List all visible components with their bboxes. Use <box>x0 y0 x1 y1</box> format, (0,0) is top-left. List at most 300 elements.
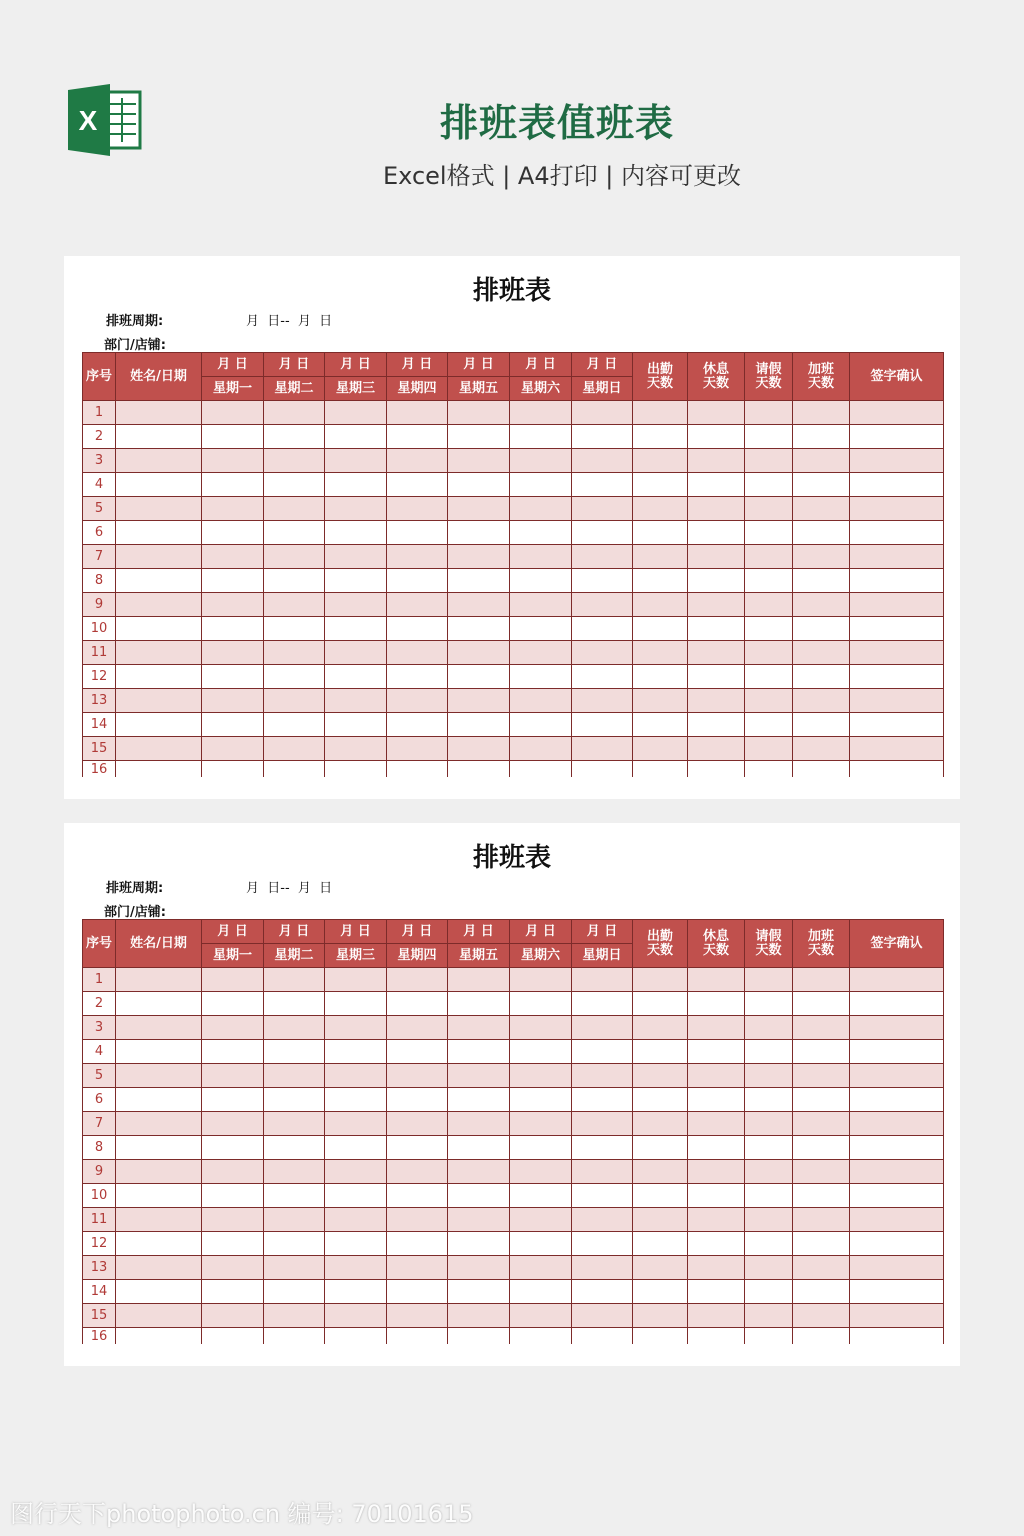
table-cell[interactable] <box>633 1256 688 1280</box>
table-cell[interactable] <box>116 713 202 737</box>
table-cell[interactable] <box>572 545 633 569</box>
table-cell[interactable] <box>510 641 572 665</box>
table-cell[interactable] <box>745 545 793 569</box>
table-cell[interactable] <box>510 1328 572 1345</box>
table-cell[interactable] <box>264 473 325 497</box>
table-cell[interactable] <box>688 521 745 545</box>
table-cell[interactable] <box>202 1280 264 1304</box>
table-cell[interactable] <box>793 1208 850 1232</box>
table-cell[interactable] <box>850 1328 944 1345</box>
table-cell[interactable] <box>510 1064 572 1088</box>
table-cell[interactable] <box>793 425 850 449</box>
table-cell[interactable] <box>850 1040 944 1064</box>
table-cell[interactable] <box>264 1064 325 1088</box>
table-cell[interactable] <box>688 761 745 778</box>
table-cell[interactable] <box>793 665 850 689</box>
table-cell[interactable] <box>116 1016 202 1040</box>
table-cell[interactable] <box>202 665 264 689</box>
table-cell[interactable] <box>448 1016 510 1040</box>
table-cell[interactable] <box>448 401 510 425</box>
table-cell[interactable] <box>325 449 387 473</box>
table-cell[interactable] <box>116 1184 202 1208</box>
table-cell[interactable] <box>510 1160 572 1184</box>
table-cell[interactable] <box>850 1184 944 1208</box>
table-cell[interactable] <box>325 1016 387 1040</box>
table-cell[interactable] <box>633 425 688 449</box>
table-cell[interactable] <box>387 1112 448 1136</box>
table-cell[interactable] <box>745 1304 793 1328</box>
table-cell[interactable] <box>387 1016 448 1040</box>
table-cell[interactable] <box>793 1328 850 1345</box>
table-cell[interactable] <box>688 1016 745 1040</box>
table-cell[interactable] <box>793 1160 850 1184</box>
table-cell[interactable] <box>202 1208 264 1232</box>
table-cell[interactable] <box>633 1064 688 1088</box>
table-cell[interactable] <box>325 1328 387 1345</box>
table-cell[interactable] <box>745 1208 793 1232</box>
table-cell[interactable] <box>745 1064 793 1088</box>
table-cell[interactable] <box>116 689 202 713</box>
table-cell[interactable] <box>850 497 944 521</box>
table-cell[interactable] <box>387 1304 448 1328</box>
table-cell[interactable] <box>633 1304 688 1328</box>
table-cell[interactable] <box>202 545 264 569</box>
table-cell[interactable] <box>633 1160 688 1184</box>
table-cell[interactable] <box>745 617 793 641</box>
table-cell[interactable] <box>264 761 325 778</box>
table-cell[interactable] <box>387 1040 448 1064</box>
table-cell[interactable] <box>633 641 688 665</box>
table-cell[interactable] <box>325 1208 387 1232</box>
table-cell[interactable] <box>510 968 572 992</box>
table-cell[interactable] <box>116 641 202 665</box>
table-cell[interactable] <box>572 1304 633 1328</box>
table-cell[interactable] <box>745 665 793 689</box>
table-cell[interactable] <box>448 1040 510 1064</box>
table-cell[interactable] <box>202 968 264 992</box>
table-cell[interactable] <box>325 473 387 497</box>
table-cell[interactable] <box>745 497 793 521</box>
table-cell[interactable] <box>325 1232 387 1256</box>
table-cell[interactable] <box>850 968 944 992</box>
table-cell[interactable] <box>202 449 264 473</box>
table-cell[interactable] <box>448 713 510 737</box>
table-cell[interactable] <box>572 968 633 992</box>
table-cell[interactable] <box>510 713 572 737</box>
table-cell[interactable] <box>116 1328 202 1345</box>
table-cell[interactable] <box>850 992 944 1016</box>
table-cell[interactable] <box>116 761 202 778</box>
table-cell[interactable] <box>572 1040 633 1064</box>
table-cell[interactable] <box>633 665 688 689</box>
table-cell[interactable] <box>572 1280 633 1304</box>
table-cell[interactable] <box>264 497 325 521</box>
table-cell[interactable] <box>116 569 202 593</box>
table-cell[interactable] <box>387 1232 448 1256</box>
table-cell[interactable] <box>448 1304 510 1328</box>
table-cell[interactable] <box>116 1280 202 1304</box>
table-cell[interactable] <box>264 665 325 689</box>
table-cell[interactable] <box>264 992 325 1016</box>
table-cell[interactable] <box>448 497 510 521</box>
table-cell[interactable] <box>116 1208 202 1232</box>
table-cell[interactable] <box>745 761 793 778</box>
table-cell[interactable] <box>116 473 202 497</box>
table-cell[interactable] <box>116 1136 202 1160</box>
table-cell[interactable] <box>116 1256 202 1280</box>
table-cell[interactable] <box>793 1304 850 1328</box>
table-cell[interactable] <box>510 569 572 593</box>
table-cell[interactable] <box>116 1112 202 1136</box>
table-cell[interactable] <box>202 1328 264 1345</box>
table-cell[interactable] <box>325 1256 387 1280</box>
table-cell[interactable] <box>745 1328 793 1345</box>
table-cell[interactable] <box>116 593 202 617</box>
table-cell[interactable] <box>850 1208 944 1232</box>
table-cell[interactable] <box>793 713 850 737</box>
table-cell[interactable] <box>116 617 202 641</box>
table-cell[interactable] <box>572 1160 633 1184</box>
table-cell[interactable] <box>572 1016 633 1040</box>
table-cell[interactable] <box>325 521 387 545</box>
table-cell[interactable] <box>572 425 633 449</box>
table-cell[interactable] <box>202 761 264 778</box>
table-cell[interactable] <box>116 497 202 521</box>
table-cell[interactable] <box>745 449 793 473</box>
table-cell[interactable] <box>793 1040 850 1064</box>
table-cell[interactable] <box>510 1040 572 1064</box>
table-cell[interactable] <box>510 473 572 497</box>
table-cell[interactable] <box>264 593 325 617</box>
table-cell[interactable] <box>448 1280 510 1304</box>
table-cell[interactable] <box>745 1256 793 1280</box>
table-cell[interactable] <box>688 425 745 449</box>
table-cell[interactable] <box>448 1136 510 1160</box>
table-cell[interactable] <box>510 401 572 425</box>
table-cell[interactable] <box>850 449 944 473</box>
table-cell[interactable] <box>202 401 264 425</box>
table-cell[interactable] <box>116 737 202 761</box>
table-cell[interactable] <box>325 1184 387 1208</box>
table-cell[interactable] <box>510 1184 572 1208</box>
table-cell[interactable] <box>688 1136 745 1160</box>
table-cell[interactable] <box>325 617 387 641</box>
table-cell[interactable] <box>264 1256 325 1280</box>
table-cell[interactable] <box>850 1232 944 1256</box>
table-cell[interactable] <box>387 968 448 992</box>
table-cell[interactable] <box>688 713 745 737</box>
table-cell[interactable] <box>745 713 793 737</box>
table-cell[interactable] <box>793 1088 850 1112</box>
table-cell[interactable] <box>448 545 510 569</box>
table-cell[interactable] <box>448 968 510 992</box>
table-cell[interactable] <box>793 1280 850 1304</box>
table-cell[interactable] <box>264 569 325 593</box>
table-cell[interactable] <box>572 737 633 761</box>
table-cell[interactable] <box>745 689 793 713</box>
table-cell[interactable] <box>387 641 448 665</box>
table-cell[interactable] <box>510 1304 572 1328</box>
table-cell[interactable] <box>202 1136 264 1160</box>
table-cell[interactable] <box>387 1280 448 1304</box>
table-cell[interactable] <box>387 425 448 449</box>
table-cell[interactable] <box>325 1064 387 1088</box>
table-cell[interactable] <box>633 1112 688 1136</box>
table-cell[interactable] <box>633 1040 688 1064</box>
table-cell[interactable] <box>387 689 448 713</box>
table-cell[interactable] <box>793 689 850 713</box>
table-cell[interactable] <box>448 737 510 761</box>
table-cell[interactable] <box>688 617 745 641</box>
table-cell[interactable] <box>448 1232 510 1256</box>
table-cell[interactable] <box>510 593 572 617</box>
table-cell[interactable] <box>325 665 387 689</box>
table-cell[interactable] <box>572 1112 633 1136</box>
table-cell[interactable] <box>688 1232 745 1256</box>
table-cell[interactable] <box>325 1280 387 1304</box>
table-cell[interactable] <box>633 617 688 641</box>
table-cell[interactable] <box>448 992 510 1016</box>
table-cell[interactable] <box>510 1136 572 1160</box>
table-cell[interactable] <box>510 665 572 689</box>
table-cell[interactable] <box>116 665 202 689</box>
table-cell[interactable] <box>264 1088 325 1112</box>
table-cell[interactable] <box>448 473 510 497</box>
table-cell[interactable] <box>745 1184 793 1208</box>
table-cell[interactable] <box>448 1256 510 1280</box>
table-cell[interactable] <box>793 968 850 992</box>
table-cell[interactable] <box>745 1280 793 1304</box>
table-cell[interactable] <box>510 1280 572 1304</box>
table-cell[interactable] <box>116 521 202 545</box>
table-cell[interactable] <box>116 968 202 992</box>
table-cell[interactable] <box>793 1064 850 1088</box>
table-cell[interactable] <box>264 1232 325 1256</box>
table-cell[interactable] <box>572 401 633 425</box>
table-cell[interactable] <box>793 545 850 569</box>
table-cell[interactable] <box>688 641 745 665</box>
table-cell[interactable] <box>325 1304 387 1328</box>
table-cell[interactable] <box>202 1088 264 1112</box>
table-cell[interactable] <box>745 737 793 761</box>
table-cell[interactable] <box>633 1208 688 1232</box>
table-cell[interactable] <box>202 689 264 713</box>
table-cell[interactable] <box>793 1232 850 1256</box>
table-cell[interactable] <box>572 617 633 641</box>
table-cell[interactable] <box>387 473 448 497</box>
table-cell[interactable] <box>264 1208 325 1232</box>
table-cell[interactable] <box>510 1208 572 1232</box>
table-cell[interactable] <box>387 1208 448 1232</box>
table-cell[interactable] <box>202 473 264 497</box>
table-cell[interactable] <box>850 1088 944 1112</box>
table-cell[interactable] <box>688 449 745 473</box>
table-cell[interactable] <box>448 449 510 473</box>
table-cell[interactable] <box>448 425 510 449</box>
table-cell[interactable] <box>387 545 448 569</box>
table-cell[interactable] <box>633 689 688 713</box>
table-cell[interactable] <box>264 545 325 569</box>
table-cell[interactable] <box>387 713 448 737</box>
table-cell[interactable] <box>688 1064 745 1088</box>
table-cell[interactable] <box>448 521 510 545</box>
table-cell[interactable] <box>572 1232 633 1256</box>
table-cell[interactable] <box>633 737 688 761</box>
table-cell[interactable] <box>202 1016 264 1040</box>
table-cell[interactable] <box>793 992 850 1016</box>
table-cell[interactable] <box>688 1280 745 1304</box>
table-cell[interactable] <box>572 992 633 1016</box>
table-cell[interactable] <box>325 968 387 992</box>
table-cell[interactable] <box>202 425 264 449</box>
table-cell[interactable] <box>387 1136 448 1160</box>
table-cell[interactable] <box>510 521 572 545</box>
table-cell[interactable] <box>633 1088 688 1112</box>
table-cell[interactable] <box>448 617 510 641</box>
table-cell[interactable] <box>633 569 688 593</box>
table-cell[interactable] <box>264 449 325 473</box>
table-cell[interactable] <box>850 569 944 593</box>
table-cell[interactable] <box>688 1184 745 1208</box>
table-cell[interactable] <box>793 1112 850 1136</box>
table-cell[interactable] <box>202 617 264 641</box>
table-cell[interactable] <box>688 737 745 761</box>
table-cell[interactable] <box>387 1184 448 1208</box>
table-cell[interactable] <box>850 665 944 689</box>
table-cell[interactable] <box>850 1064 944 1088</box>
table-cell[interactable] <box>793 473 850 497</box>
table-cell[interactable] <box>850 617 944 641</box>
table-cell[interactable] <box>510 689 572 713</box>
table-cell[interactable] <box>793 1184 850 1208</box>
table-cell[interactable] <box>745 1232 793 1256</box>
table-cell[interactable] <box>202 641 264 665</box>
table-cell[interactable] <box>264 1016 325 1040</box>
table-cell[interactable] <box>116 449 202 473</box>
table-cell[interactable] <box>448 761 510 778</box>
table-cell[interactable] <box>325 641 387 665</box>
table-cell[interactable] <box>510 737 572 761</box>
table-cell[interactable] <box>745 473 793 497</box>
table-cell[interactable] <box>387 521 448 545</box>
table-cell[interactable] <box>510 617 572 641</box>
table-cell[interactable] <box>688 968 745 992</box>
table-cell[interactable] <box>325 1112 387 1136</box>
table-cell[interactable] <box>264 1328 325 1345</box>
table-cell[interactable] <box>688 1040 745 1064</box>
table-cell[interactable] <box>202 1304 264 1328</box>
table-cell[interactable] <box>510 992 572 1016</box>
table-cell[interactable] <box>325 497 387 521</box>
table-cell[interactable] <box>745 968 793 992</box>
table-cell[interactable] <box>633 449 688 473</box>
table-cell[interactable] <box>510 1232 572 1256</box>
table-cell[interactable] <box>745 1040 793 1064</box>
table-cell[interactable] <box>850 641 944 665</box>
table-cell[interactable] <box>202 737 264 761</box>
table-cell[interactable] <box>264 689 325 713</box>
table-cell[interactable] <box>264 641 325 665</box>
table-cell[interactable] <box>633 1016 688 1040</box>
table-cell[interactable] <box>387 992 448 1016</box>
table-cell[interactable] <box>510 1016 572 1040</box>
table-cell[interactable] <box>264 968 325 992</box>
table-cell[interactable] <box>264 713 325 737</box>
table-cell[interactable] <box>572 665 633 689</box>
table-cell[interactable] <box>202 992 264 1016</box>
table-cell[interactable] <box>387 1088 448 1112</box>
table-cell[interactable] <box>572 1256 633 1280</box>
table-cell[interactable] <box>633 497 688 521</box>
table-cell[interactable] <box>325 992 387 1016</box>
table-cell[interactable] <box>572 449 633 473</box>
table-cell[interactable] <box>448 1088 510 1112</box>
table-cell[interactable] <box>745 1088 793 1112</box>
table-cell[interactable] <box>633 545 688 569</box>
table-cell[interactable] <box>387 1256 448 1280</box>
table-cell[interactable] <box>325 569 387 593</box>
table-cell[interactable] <box>688 1160 745 1184</box>
table-cell[interactable] <box>116 401 202 425</box>
table-cell[interactable] <box>633 473 688 497</box>
table-cell[interactable] <box>745 641 793 665</box>
table-cell[interactable] <box>793 401 850 425</box>
table-cell[interactable] <box>850 1280 944 1304</box>
table-cell[interactable] <box>633 1280 688 1304</box>
table-cell[interactable] <box>448 665 510 689</box>
table-cell[interactable] <box>572 521 633 545</box>
table-cell[interactable] <box>572 1328 633 1345</box>
table-cell[interactable] <box>387 1328 448 1345</box>
table-cell[interactable] <box>850 401 944 425</box>
table-cell[interactable] <box>202 1040 264 1064</box>
table-cell[interactable] <box>745 1160 793 1184</box>
table-cell[interactable] <box>850 1136 944 1160</box>
table-cell[interactable] <box>387 401 448 425</box>
table-cell[interactable] <box>325 1088 387 1112</box>
table-cell[interactable] <box>510 1088 572 1112</box>
table-cell[interactable] <box>850 425 944 449</box>
table-cell[interactable] <box>572 1208 633 1232</box>
table-cell[interactable] <box>745 1136 793 1160</box>
table-cell[interactable] <box>793 737 850 761</box>
table-cell[interactable] <box>325 593 387 617</box>
table-cell[interactable] <box>325 1136 387 1160</box>
table-cell[interactable] <box>572 1088 633 1112</box>
table-cell[interactable] <box>688 545 745 569</box>
table-cell[interactable] <box>448 1112 510 1136</box>
table-cell[interactable] <box>850 713 944 737</box>
table-cell[interactable] <box>572 761 633 778</box>
table-cell[interactable] <box>116 1064 202 1088</box>
table-cell[interactable] <box>448 593 510 617</box>
table-cell[interactable] <box>850 1304 944 1328</box>
table-cell[interactable] <box>633 1232 688 1256</box>
table-cell[interactable] <box>510 425 572 449</box>
table-cell[interactable] <box>688 992 745 1016</box>
table-cell[interactable] <box>793 761 850 778</box>
table-cell[interactable] <box>572 569 633 593</box>
table-cell[interactable] <box>264 1280 325 1304</box>
table-cell[interactable] <box>448 641 510 665</box>
table-cell[interactable] <box>850 761 944 778</box>
table-cell[interactable] <box>633 992 688 1016</box>
table-cell[interactable] <box>793 497 850 521</box>
table-cell[interactable] <box>572 497 633 521</box>
table-cell[interactable] <box>688 497 745 521</box>
table-cell[interactable] <box>793 521 850 545</box>
table-cell[interactable] <box>510 1112 572 1136</box>
